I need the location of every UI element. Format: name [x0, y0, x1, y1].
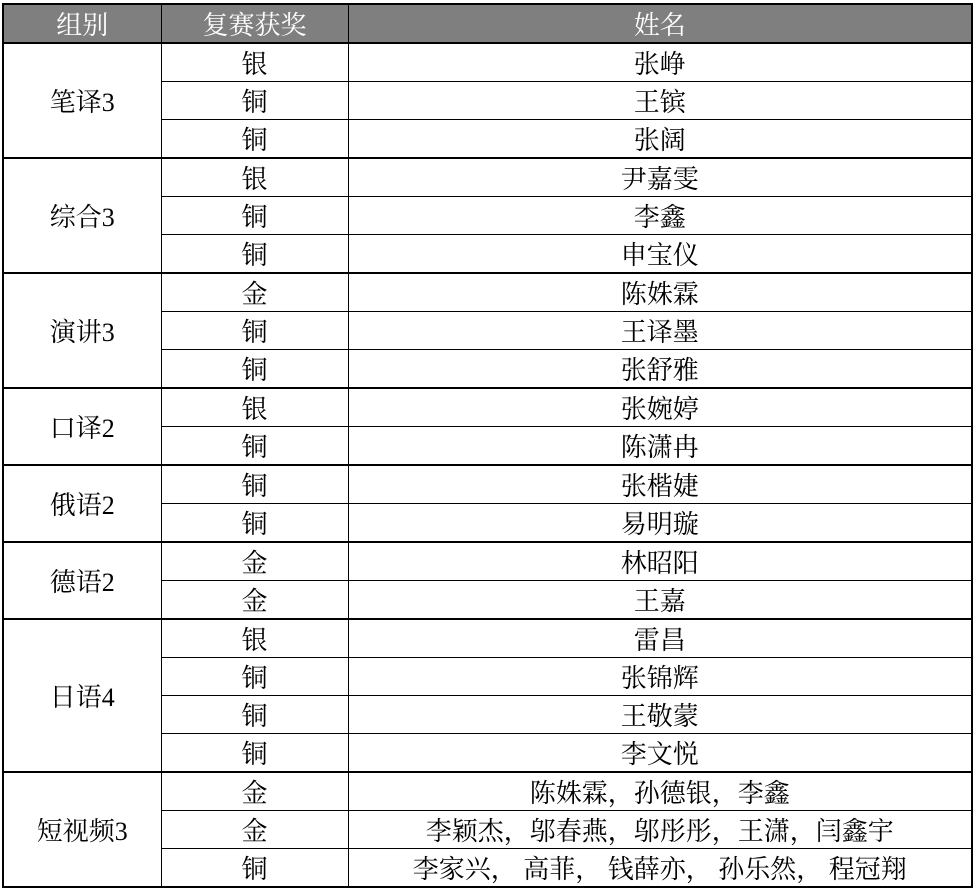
- name-cell: 陈潇冉: [348, 427, 972, 466]
- group-cell: 俄语2: [3, 465, 161, 542]
- award-cell: 金: [161, 772, 348, 811]
- header-row: [3, 4, 972, 43]
- award-cell: 铜: [161, 120, 348, 159]
- group-cell: 德语2: [3, 542, 161, 619]
- award-cell: 铜: [161, 82, 348, 120]
- name-cell: 尹嘉雯: [348, 158, 972, 197]
- award-cell: 银: [161, 158, 348, 197]
- award-cell: 金: [161, 811, 348, 849]
- header-name: 姓名: [348, 4, 972, 43]
- name-cell: 陈姝霖: [348, 273, 972, 312]
- name-cell: 林昭阳: [348, 542, 972, 581]
- award-cell: 铜: [161, 312, 348, 350]
- award-cell: 铜: [161, 504, 348, 543]
- award-cell: 铜: [161, 427, 348, 466]
- award-cell: 铜: [161, 465, 348, 504]
- name-cell: 李家兴， 高菲， 钱薛亦， 孙乐然， 程冠翔: [348, 849, 972, 888]
- name-cell: 申宝仪: [348, 235, 972, 274]
- name-cell: 王敬蒙: [348, 696, 972, 734]
- name-cell: 张峥: [348, 43, 972, 82]
- table-row: [3, 273, 972, 312]
- award-cell: 铜: [161, 696, 348, 734]
- name-cell: 王镔: [348, 82, 972, 120]
- table-row: [3, 465, 972, 504]
- name-cell: 易明璇: [348, 504, 972, 543]
- header-award: 复赛获奖: [161, 4, 348, 43]
- name-cell: 雷昌: [348, 619, 972, 658]
- award-cell: 银: [161, 388, 348, 427]
- award-cell: 金: [161, 581, 348, 620]
- name-cell: 张舒雅: [348, 350, 972, 389]
- name-cell: 王译墨: [348, 312, 972, 350]
- award-cell: 银: [161, 43, 348, 82]
- award-cell: 金: [161, 542, 348, 581]
- table-row: [3, 43, 972, 82]
- name-cell: 李鑫: [348, 197, 972, 235]
- table-row: [3, 619, 972, 658]
- group-cell: 短视频3: [3, 772, 161, 887]
- name-cell: 李颖杰，邬春燕，邬彤彤，王潇，闫鑫宇: [348, 811, 972, 849]
- award-cell: 铜: [161, 197, 348, 235]
- name-cell: 张锦辉: [348, 658, 972, 696]
- awards-table: [2, 3, 973, 888]
- award-cell: 铜: [161, 734, 348, 773]
- award-cell: 金: [161, 273, 348, 312]
- name-cell: 陈姝霖，孙德银，李鑫: [348, 772, 972, 811]
- group-cell: 综合3: [3, 158, 161, 273]
- award-cell: 铜: [161, 658, 348, 696]
- name-cell: 王嘉: [348, 581, 972, 620]
- awards-sheet: [2, 3, 971, 884]
- table-row: [3, 542, 972, 581]
- award-cell: 铜: [161, 235, 348, 274]
- award-cell: 银: [161, 619, 348, 658]
- name-cell: 张阔: [348, 120, 972, 159]
- name-cell: 张婉婷: [348, 388, 972, 427]
- group-cell: 笔译3: [3, 43, 161, 158]
- name-cell: 张楷婕: [348, 465, 972, 504]
- award-cell: 铜: [161, 350, 348, 389]
- group-cell: 演讲3: [3, 273, 161, 388]
- table-row: [3, 772, 972, 811]
- award-cell: 铜: [161, 849, 348, 888]
- table-row: [3, 158, 972, 197]
- group-cell: 口译2: [3, 388, 161, 465]
- table-row: [3, 388, 972, 427]
- header-group: 组别: [3, 4, 161, 43]
- name-cell: 李文悦: [348, 734, 972, 773]
- group-cell: 日语4: [3, 619, 161, 772]
